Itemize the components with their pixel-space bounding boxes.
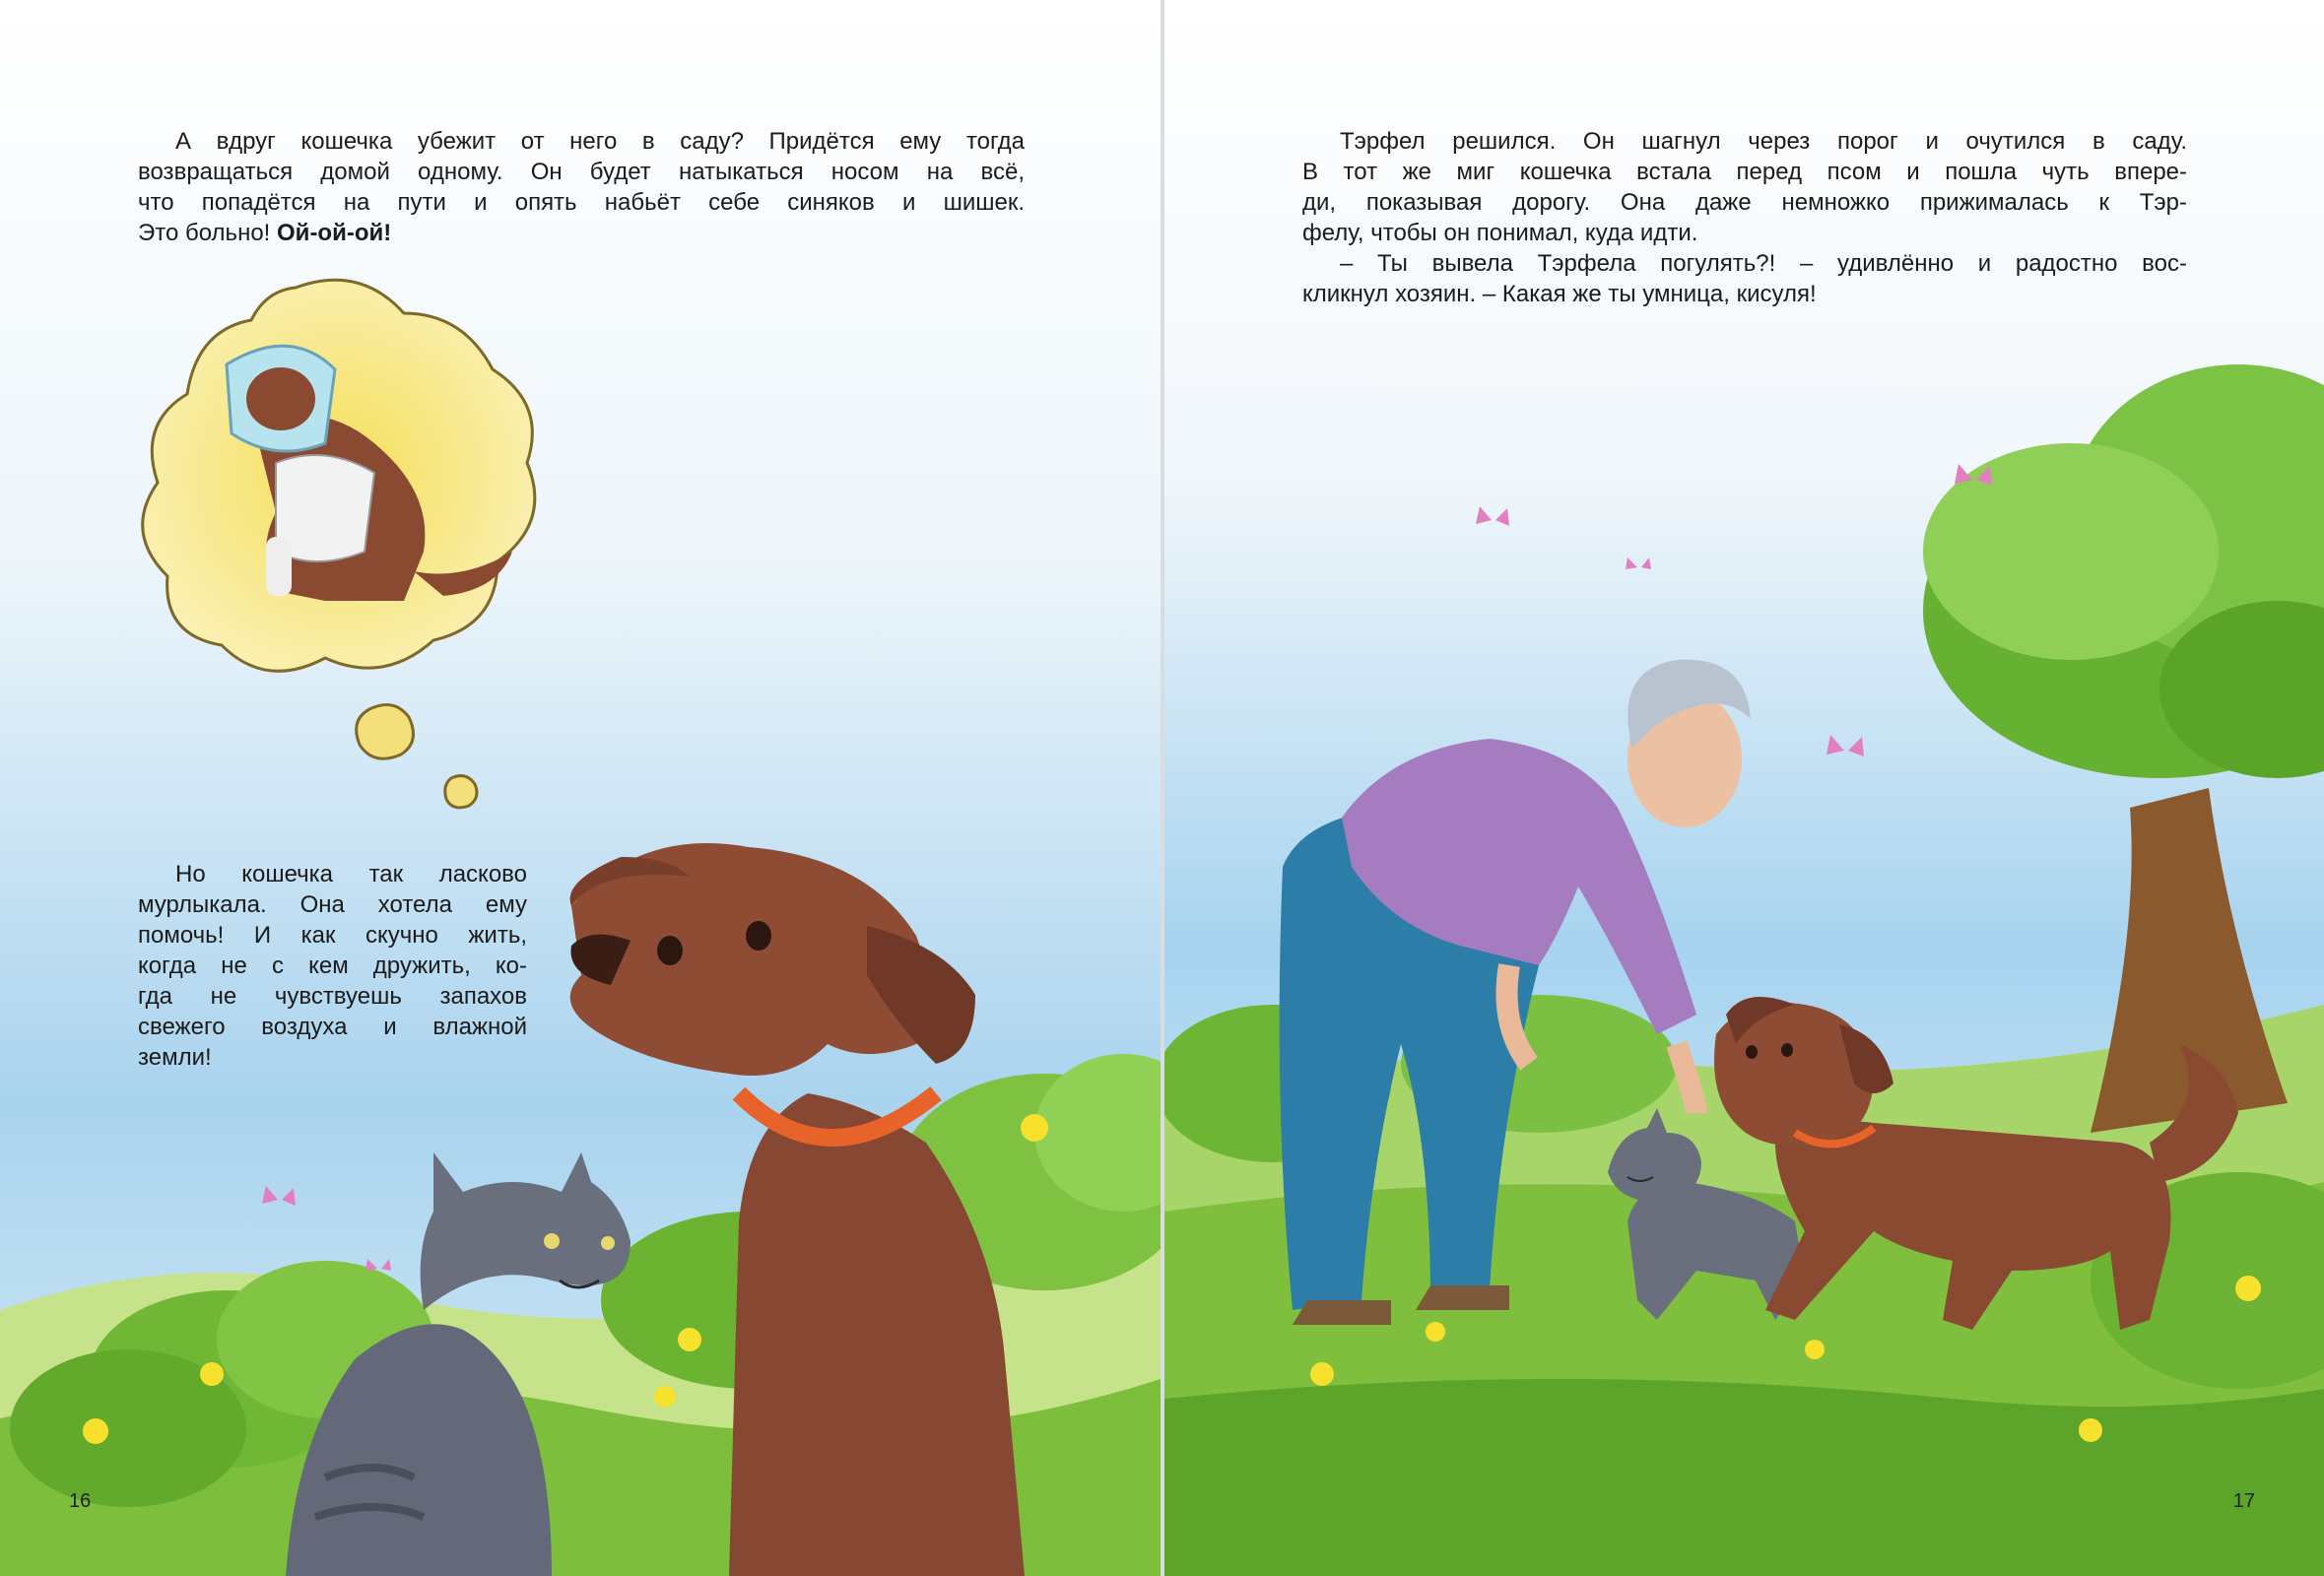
right-p1-line-1: Тэрфел решился. Он шагнул через порог и очутился в саду.	[1340, 128, 2187, 155]
left-p1-last-line	[138, 218, 1025, 248]
left-p1-line-3: что попадётся на пути и опять набьёт себе синяков и шишек.	[138, 189, 1025, 216]
left-paragraph-2	[138, 859, 527, 1073]
left-p2-line-4: когда не с кем дружить, ко-	[138, 952, 527, 979]
right-p2-line-1: – Ты вывела Тэрфела погулять?! – удивлённо и радостно вос-	[1340, 250, 2187, 277]
right-p1-last-line: фелу, чтобы он понимал, куда идти.	[1302, 220, 1698, 246]
meadow-front	[1164, 1379, 2324, 1576]
left-p2-line-2: мурлыкала. Она хотела ему	[138, 891, 527, 918]
right-p1-line-3: ди, показывая дорогу. Она даже немножко прижималась к Тэр-	[1302, 189, 2187, 216]
left-p1-line-1: А вдруг кошечка убежит от него в саду? Придётся ему тогда	[175, 128, 1025, 155]
right-paragraph-1	[1302, 126, 2187, 309]
left-p2-last-line: земли!	[138, 1044, 212, 1071]
left-p2-line-6: свежего воздуха и влажной	[138, 1014, 527, 1040]
right-p1-line-2: В тот же миг кошечка встала перед псом и пошла чуть впере-	[1302, 159, 2187, 185]
right-page	[1164, 0, 2324, 1576]
left-p2-line-3: помочь! И как скучно жить,	[138, 922, 527, 949]
left-p1-last-text: Это больно!	[138, 220, 271, 246]
left-p1-exclamation: Ой-ой-ой!	[277, 220, 392, 246]
left-page	[0, 0, 1161, 1576]
left-p2-line-5: гда не чувствуешь запахов	[138, 983, 527, 1010]
left-p1-line-2: возвращаться домой одному. Он будет натыкаться носом на всё,	[138, 159, 1025, 185]
left-p2-line-1: Но кошечка так ласково	[175, 861, 527, 887]
right-p2-last-line: кликнул хозяин. – Какая же ты умница, кисуля!	[1302, 281, 1817, 307]
page-number-right: 17	[2232, 1490, 2255, 1512]
left-paragraph-1	[138, 126, 1025, 248]
page-number-left: 16	[69, 1490, 92, 1512]
